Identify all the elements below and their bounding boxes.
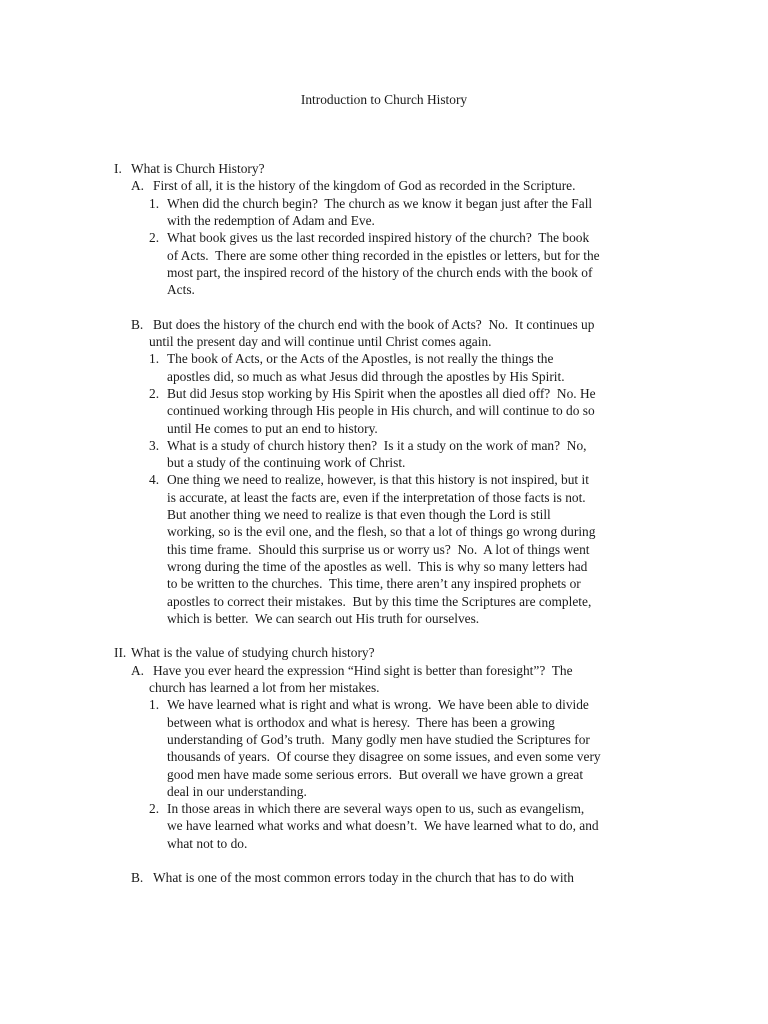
subsection-text: Have you ever heard the expression “Hind sight is better than foresight”? The: [153, 662, 573, 678]
list-item-text: apostles to correct their mistakes. But by this time the Scriptures are complete,: [167, 593, 592, 609]
list-item-number: 4.: [149, 472, 160, 488]
list-item-number: 2.: [149, 385, 160, 401]
list-item-text: of Acts. There are some other thing recorded in the epistles or letters, but for the: [167, 247, 600, 263]
subsection-letter: B.: [131, 870, 144, 886]
list-item-text: most part, the inspired record of the history of the church ends with the book of: [167, 264, 593, 280]
subsection-text: until the present day and will continue until Christ comes again.: [149, 334, 492, 349]
list-item-number: 1.: [149, 697, 160, 713]
list-item-text: until He comes to put an end to history.: [167, 420, 378, 436]
list-item-text: But did Jesus stop working by His Spirit when the apostles all died off? No. He: [167, 385, 596, 401]
subsection-text: But does the history of the church end with the book of Acts? No. It continues up: [153, 316, 595, 332]
list-item-text: One thing we need to realize, however, is that this history is not inspired, but it: [167, 472, 589, 488]
list-item-text: which is better. We can search out His truth for ourselves.: [167, 610, 480, 626]
list-item-text: We have learned what is right and what is wrong. We have been able to divide: [167, 697, 589, 713]
list-item-number: 2.: [149, 230, 160, 246]
list-item-text: When did the church begin? The church as we know it began just after the Fall: [167, 195, 593, 211]
list-item-text: working, so is the evil one, and the flesh, so that a lot of things go wrong during: [167, 524, 596, 540]
list-item-text: what not to do.: [167, 835, 248, 851]
list-item-number: 2.: [149, 801, 160, 817]
list-item-text: but a study of the continuing work of Christ.: [167, 455, 406, 471]
subsection-text: church has learned a lot from her mistakes.: [149, 680, 380, 695]
list-item-text: deal in our understanding.: [167, 783, 307, 799]
list-item-text: we have learned what works and what doesn’t. We have learned what to do, and: [167, 818, 599, 834]
document-title: Introduction to Church History: [300, 92, 468, 107]
subsection-text: First of all, it is the history of the kingdom of God as recorded in the Scripture.: [153, 178, 576, 194]
list-item-number: 1.: [149, 351, 160, 367]
list-item-number: 1.: [149, 195, 160, 211]
list-item-text: What is a study of church history then? Is it a study on the work of man? No,: [167, 437, 587, 453]
section-numeral: I.: [114, 161, 122, 176]
list-item-text: between what is orthodox and what is heresy. There has been a growing: [167, 714, 555, 730]
list-item-text: In those areas in which there are several ways open to us, such as evangelism,: [167, 801, 585, 817]
list-item-text: But another thing we need to realize is that even though the Lord is still: [167, 507, 551, 522]
subsection-letter: B.: [131, 316, 144, 332]
list-item-number: 3.: [149, 437, 160, 453]
list-item-text: to be written to the churches. This time, there aren’t any inspired prophets or: [167, 576, 581, 592]
section-heading: What is the value of studying church history?: [131, 645, 375, 661]
subsection-letter: A.: [131, 178, 145, 194]
list-item-text: good men have made some serious errors. But overall we have grown a great: [167, 766, 584, 782]
section-numeral: II.: [114, 645, 127, 661]
list-item-text: with the redemption of Adam and Eve.: [167, 212, 375, 228]
subsection-text: What is one of the most common errors today in the church that has to do with: [153, 870, 574, 886]
list-item-text: Acts.: [167, 282, 195, 298]
list-item-text: this time frame. Should this surprise us or worry us? No. A lot of things went: [167, 541, 590, 557]
subsection-letter: A.: [131, 662, 145, 678]
list-item-text: understanding of God’s truth. Many godly men have studied the Scriptures for: [167, 731, 590, 747]
list-item-text: What book gives us the last recorded inspired history of the church? The book: [167, 230, 590, 246]
list-item-text: apostles did, so much as what Jesus did through the apostles by His Spirit.: [167, 368, 565, 384]
list-item-text: continued working through His people in His church, and will continue to do so: [167, 403, 595, 419]
list-item-text: wrong during the time of the apostles as well. This is why so many letters had: [167, 558, 588, 574]
list-item-text: thousands of years. Of course they disagree on some issues, and even some very: [167, 749, 601, 765]
list-item-text: is accurate, at least the facts are, even if the interpretation of those facts is not.: [167, 489, 586, 505]
list-item-text: The book of Acts, or the Acts of the Apostles, is not really the things the: [167, 351, 554, 367]
section-heading: What is Church History?: [131, 161, 265, 176]
